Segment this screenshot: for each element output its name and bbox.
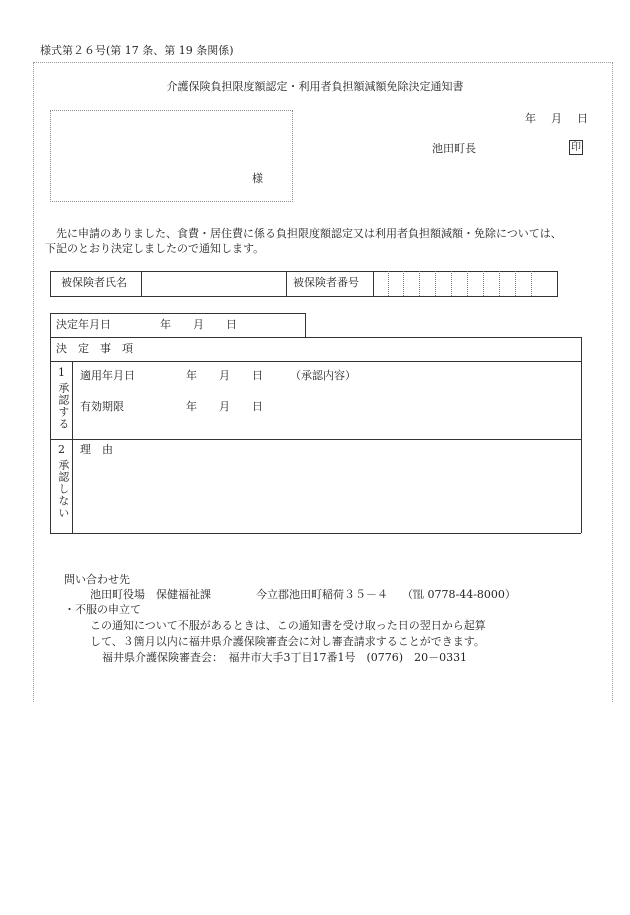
approve-number: 1 — [58, 366, 65, 379]
decision-date-label: 決定年月日 — [56, 318, 111, 331]
contact-tel: （℡ 0778-44-8000） — [402, 588, 516, 601]
deny-number: 2 — [58, 443, 65, 456]
insured-number-label: 被保険者番号 — [293, 276, 359, 289]
mayor-title: 池田町長 — [432, 142, 476, 155]
appeal-line-3: 福井県介護保険審査会： 福井市大手3丁目17番1号 (0776) 20－0331 — [102, 651, 468, 664]
apply-date-fields: 年 月 日 — [186, 369, 263, 382]
decision-date-fields: 年 月 日 — [160, 318, 237, 331]
intro-line-1: 先に申請のありました、食費・居住費に係る負担限度額認定又は利用者負担額減額・免除については、 — [56, 227, 562, 240]
addressee-suffix: 様 — [252, 172, 263, 185]
valid-until-fields: 年 月 日 — [186, 400, 263, 413]
deny-label-vertical: 承認しない — [56, 459, 70, 519]
appeal-line-1: この通知について不服があるときは、この通知書を受け取った日の翌日から起算 — [90, 619, 486, 632]
insured-name-label: 被保険者氏名 — [61, 276, 127, 289]
seal-mark: 印 — [571, 142, 581, 153]
decision-items-header: 決 定 事 項 — [56, 342, 133, 355]
intro-line-2: 下記のとおり決定しましたので通知します。 — [45, 242, 265, 255]
approve-label-vertical: 承認する — [56, 382, 70, 430]
appeal-heading: ・不服の申立て — [64, 603, 141, 616]
issue-date: 年 月 日 — [525, 112, 590, 125]
document-title: 介護保険負担限度額認定・利用者負担額減額免除決定通知書 — [166, 80, 464, 93]
contact-office: 池田町役場 保健福祉課 — [90, 588, 211, 601]
valid-until-label: 有効期限 — [80, 400, 124, 413]
contact-address: 今立郡池田町稲荷３５－４ — [256, 588, 388, 601]
appeal-line-2: して、３箇月以内に福井県介護保険審査会に対し審査請求することができます。 — [90, 635, 485, 648]
contact-heading: 問い合わせ先 — [64, 573, 130, 586]
approval-content-label: （承認内容） — [290, 369, 356, 382]
address-box — [50, 110, 293, 202]
apply-date-label: 適用年月日 — [80, 369, 135, 382]
form-number: 様式第２６号(第 17 条、第 19 条関係) — [40, 44, 234, 57]
reason-label: 理 由 — [80, 443, 113, 456]
